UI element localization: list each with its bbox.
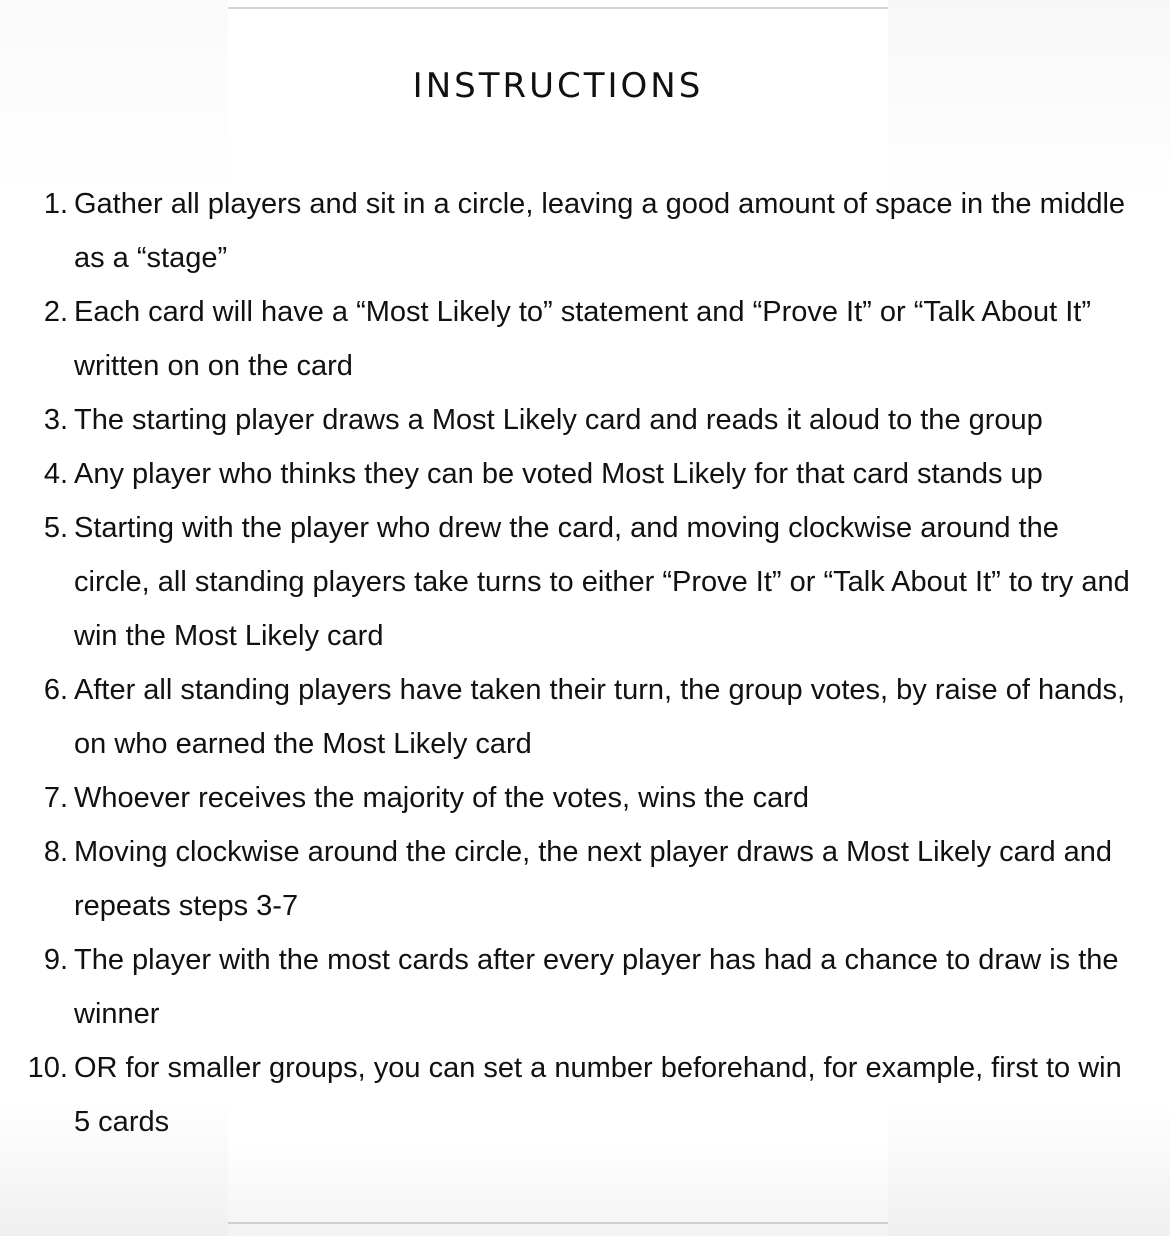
step-text: Starting with the player who drew the card, and moving clockwise around the circle, all standing players take turns to either “Prove It” or “Talk About It” to try and win the Most Likely card bbox=[74, 512, 1130, 652]
step-text: Gather all players and sit in a circle, leaving a good amount of space in the middle as a “stage” bbox=[74, 188, 1126, 274]
instruction-step bbox=[0, 447, 1170, 501]
step-number: 10. bbox=[27, 1052, 68, 1084]
instruction-step bbox=[0, 771, 1170, 825]
instruction-step bbox=[0, 1041, 1170, 1149]
step-text: The starting player draws a Most Likely card and reads it aloud to the group bbox=[74, 404, 1043, 436]
instruction-step bbox=[0, 663, 1170, 771]
top-divider bbox=[228, 7, 888, 9]
step-number: 2. bbox=[43, 296, 68, 328]
step-text: The player with the most cards after every player has had a chance to draw is the winner bbox=[74, 944, 1119, 1030]
bottom-divider bbox=[228, 1222, 888, 1224]
step-number: 5. bbox=[43, 512, 68, 544]
instructions-list bbox=[0, 177, 1170, 1149]
step-text: Whoever receives the majority of the votes, wins the card bbox=[74, 782, 809, 814]
instruction-step bbox=[0, 825, 1170, 933]
step-number: 9. bbox=[43, 944, 68, 976]
step-number: 4. bbox=[43, 458, 68, 490]
step-text: OR for smaller groups, you can set a number beforehand, for example, first to win 5 cards bbox=[74, 1052, 1122, 1138]
step-number: 1. bbox=[43, 188, 68, 220]
step-text: Any player who thinks they can be voted Most Likely for that card stands up bbox=[74, 458, 1043, 490]
instruction-step bbox=[0, 933, 1170, 1041]
step-number: 6. bbox=[43, 674, 68, 706]
page-title: INSTRUCTIONS bbox=[412, 66, 704, 106]
instruction-step bbox=[0, 177, 1170, 285]
step-text: Each card will have a “Most Likely to” statement and “Prove It” or “Talk About It” written on on the card bbox=[74, 296, 1092, 382]
instruction-step bbox=[0, 393, 1170, 447]
step-number: 3. bbox=[43, 404, 68, 436]
step-number: 7. bbox=[43, 782, 68, 814]
step-number: 8. bbox=[43, 836, 68, 868]
step-text: Moving clockwise around the circle, the next player draws a Most Likely card and repeats steps 3-7 bbox=[74, 836, 1113, 922]
instruction-step bbox=[0, 501, 1170, 663]
instruction-step bbox=[0, 285, 1170, 393]
step-text: After all standing players have taken their turn, the group votes, by raise of hands, on who earned the Most Likely card bbox=[74, 674, 1126, 760]
